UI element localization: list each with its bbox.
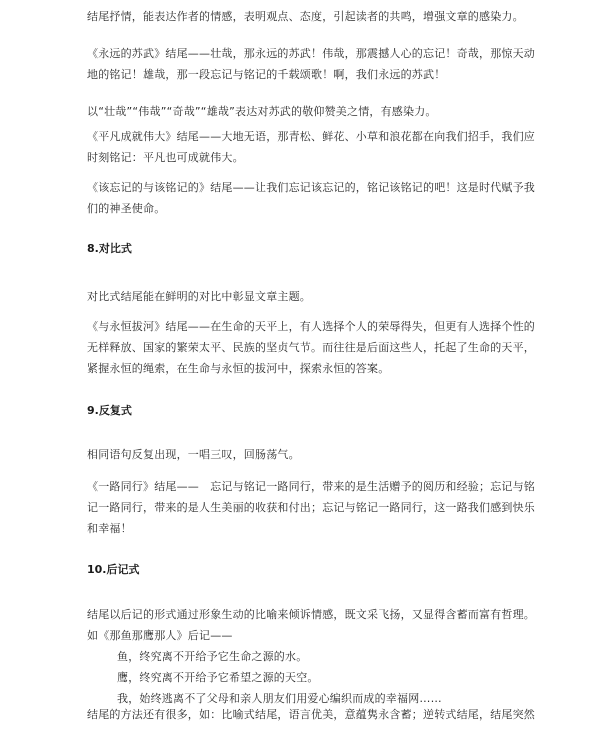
paragraph-tug-of-war-example: 《与永恒拔河》结尾——在生命的天平上，有人选择个人的荣辱得失，但更有人选择个性的 无样释放、国家的繁荣太平、民族的坚贞气节。而往往是后面这些人，托起了生命的天平， 紧握永恒的绳索，在生命与永恒的拔河中，探索永恒的答案。	[87, 320, 535, 375]
heading-contrast: 8.对比式	[87, 242, 132, 255]
paragraph-lyric-ending-intro: 结尾抒情，能表达作者的情感，表明观点、态度，引起读者的共鸣，增强文章的感染力。	[87, 10, 524, 23]
paragraph-contrast-intro: 对比式结尾能在鲜明的对比中彰显文章主题。	[87, 290, 311, 303]
paragraph-forget-remember-example: 《该忘记的与该铭记的》结尾——让我们忘记该忘记的，铭记该铭记的吧！这是时代赋予我 们的神圣使命。	[87, 181, 535, 215]
paragraph-together-example: 《一路同行》结尾—— 忘记与铭记一路同行，带来的是生活赠予的阅历和经验；忘记与铭 记一路同行，带来的是人生美丽的收获和付出；忘记与铭记一路同行，这一路我们感到快乐 和幸福！	[87, 480, 535, 535]
heading-repetition: 9.反复式	[87, 404, 132, 417]
heading-postscript: 10.后记式	[87, 563, 140, 576]
paragraph-postscript-intro: 结尾以后记的形式通过形象生动的比喻来倾诉情感，既文采飞扬，又显得含蓄而富有哲理。 如《那鱼那鹰那人》后记—— 鱼，终究离不开给予它生命之源的水。 鹰，终究离不开给予它希望之源的天空。 我，始终逃离不了父母和亲人朋友们用爱心编织而成的幸福网……	[87, 608, 535, 705]
paragraph-repetition-intro: 相同语句反复出现，一唱三叹，回肠荡气。	[87, 448, 300, 461]
paragraph-other-methods: 结尾的方法还有很多，如：比喻式结尾，语言优美，意蕴隽永含蓄；逆转式结尾，结尾突然	[87, 708, 535, 721]
paragraph-ordinary-greatness-example: 《平凡成就伟大》结尾——大地无语，那青松、鲜花、小草和浪花都在向我们招手，我们应 时刻铭记：平凡也可成就伟大。	[87, 130, 535, 164]
paragraph-su-wu-example: 《永远的苏武》结尾——壮哉，那永远的苏武！伟哉，那震撼人心的忘记！奇哉，那惊天动 地的铭记！雄哉，那一段忘记与铭记的千载颂歌！啊，我们永远的苏武！	[87, 47, 535, 81]
paragraph-su-wu-comment: 以“壮哉”“伟哉”“奇哉”“雄哉”表达对苏武的敬仰赞美之情，有感染力。	[87, 105, 437, 118]
